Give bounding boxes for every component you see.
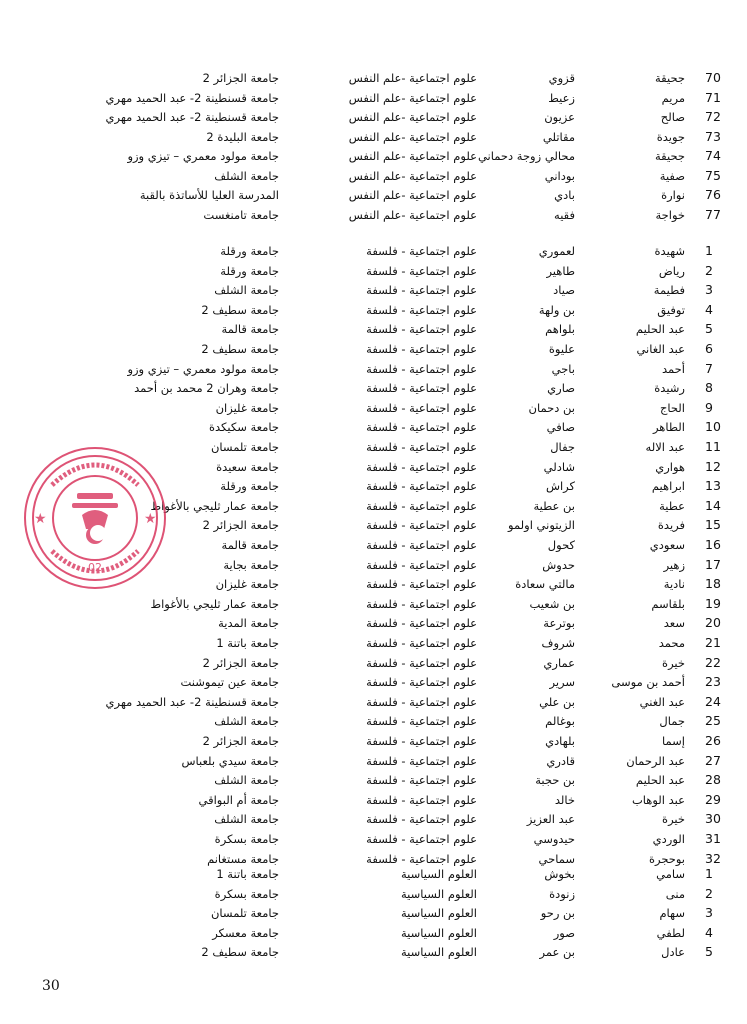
university-name: جامعة سطيف 2	[201, 302, 279, 317]
row-number: 32	[705, 850, 721, 866]
first-name: زهير	[663, 557, 685, 572]
university-name: جامعة تلمسان	[210, 906, 279, 920]
table-row	[0, 147, 747, 165]
field-name: علوم اجتماعية - فلسفة	[366, 792, 477, 807]
row-number: 3	[705, 905, 713, 920]
university-name: جامعة ورقلة	[220, 479, 279, 494]
row-number: 72	[705, 109, 721, 124]
table-row	[0, 379, 747, 397]
row-number: 25	[705, 713, 721, 729]
first-name: جويدة	[656, 129, 685, 144]
first-name: هواري	[655, 459, 685, 474]
first-name: نادية	[663, 577, 685, 592]
last-name: مالتي سعادة	[515, 577, 575, 592]
field-name: علوم اجتماعية - فلسفة	[366, 361, 477, 376]
row-number: 75	[705, 167, 721, 183]
university-name: جامعة الشلف	[214, 714, 279, 729]
field-name: علوم اجتماعية -علم النفس	[348, 149, 477, 163]
last-name: طاهير	[546, 263, 575, 278]
last-name: عبد العزيز	[526, 812, 575, 827]
first-name: عبد الاله	[645, 440, 685, 454]
row-number: 28	[705, 772, 721, 788]
row-number: 29	[705, 791, 721, 807]
row-number: 19	[705, 595, 721, 611]
university-name: جامعة أم البواقي	[198, 792, 279, 807]
last-name: زعيط	[548, 90, 575, 105]
field-name: علوم اجتماعية - فلسفة	[366, 322, 477, 337]
first-name: صفية	[659, 168, 685, 183]
row-number: 8	[705, 380, 713, 396]
first-name: بوحجرة	[648, 851, 685, 866]
table-row	[0, 186, 747, 204]
first-name: جمال	[659, 714, 685, 729]
row-number: 30	[705, 811, 721, 827]
last-name: باجي	[551, 361, 575, 376]
first-name: سهام	[659, 906, 685, 920]
last-name: بن عمر	[539, 945, 575, 959]
last-name: الزيتوني اولمو	[508, 518, 575, 533]
table-row	[0, 693, 747, 711]
table-row	[0, 418, 747, 436]
university-name: جامعة سكيكدة	[208, 420, 279, 435]
university-name: جامعة مولود معمري – تيزي وزو	[127, 361, 279, 376]
row-number: 17	[705, 556, 721, 572]
university-name: المدرسة العليا للأساتذة بالقبة	[139, 188, 279, 202]
table-row	[0, 830, 747, 848]
field-name: علوم اجتماعية - فلسفة	[366, 538, 477, 552]
field-name: العلوم السياسية	[401, 906, 477, 920]
field-name: علوم اجتماعية - فلسفة	[366, 440, 477, 454]
field-name: علوم اجتماعية - فلسفة	[366, 420, 477, 435]
first-name: خواجة	[655, 207, 685, 222]
university-name: جامعة قسنطينة 2- عبد الحميد مهري	[105, 694, 279, 709]
first-name: عطية	[659, 498, 685, 513]
field-name: علوم اجتماعية - فلسفة	[366, 244, 477, 258]
row-number: 21	[705, 635, 721, 650]
first-name: فطيمة	[653, 283, 685, 298]
last-name: حدوش	[542, 557, 575, 572]
last-name: شادلي	[543, 459, 575, 474]
last-name: بوترعة	[543, 616, 575, 631]
row-number: 5	[705, 321, 713, 337]
university-name: جامعة وهران 2 محمد بن أحمد	[134, 381, 279, 396]
last-name: بن شعيب	[529, 596, 575, 611]
university-name: جامعة سطيف 2	[201, 342, 279, 356]
university-name: جامعة بجاية	[223, 557, 279, 572]
last-name: قادري	[546, 753, 575, 768]
first-name: سعودي	[649, 538, 685, 552]
field-name: علوم اجتماعية - فلسفة	[366, 714, 477, 729]
field-name: علوم اجتماعية - فلسفة	[366, 616, 477, 631]
field-name: علوم اجتماعية - فلسفة	[366, 302, 477, 317]
table-row	[0, 924, 747, 942]
field-name: علوم اجتماعية -علم النفس	[348, 168, 477, 183]
first-name: جحيقة	[655, 71, 685, 85]
last-name: فقيه	[554, 207, 575, 222]
last-name: صاري	[547, 381, 575, 396]
table-row	[0, 634, 747, 652]
field-name: علوم اجتماعية - فلسفة	[366, 596, 477, 611]
first-name: عبد الغاني	[636, 342, 685, 356]
first-name: سامي	[656, 867, 685, 881]
row-number: 9	[705, 399, 713, 415]
last-name: بن عطية	[533, 498, 575, 513]
first-name: شهيدة	[654, 244, 685, 258]
field-name: العلوم السياسية	[401, 945, 477, 959]
university-name: جامعة باتنة 1	[216, 636, 279, 650]
table-row	[0, 654, 747, 672]
table-row	[0, 732, 747, 750]
last-name: بن ولهة	[538, 302, 575, 317]
university-name: جامعة عمار ثليجي بالأغواط	[150, 596, 279, 611]
university-name: جامعة بسكرة	[214, 886, 279, 901]
row-number: 7	[705, 360, 713, 376]
university-name: جامعة سيدي بلعباس	[181, 753, 279, 768]
first-name: توفيق	[657, 302, 685, 317]
first-name: الحاج	[659, 400, 685, 415]
first-name: فريدة	[657, 518, 685, 533]
university-name: جامعة الجزائر 2	[202, 518, 279, 533]
university-name: جامعة سعيدة	[216, 459, 279, 474]
row-number: 24	[705, 693, 721, 709]
field-name: العلوم السياسية	[401, 867, 477, 881]
university-name: جامعة غليزان	[215, 400, 279, 415]
row-number: 31	[705, 831, 721, 846]
first-name: رياض	[658, 263, 685, 278]
university-name: جامعة قسنطينة 2- عبد الحميد مهري	[105, 90, 279, 105]
last-name: بوداني	[544, 168, 575, 183]
university-name: جامعة قالمة	[221, 322, 279, 337]
last-name: بلواهم	[545, 322, 575, 337]
table-row	[0, 340, 747, 358]
table-row	[0, 943, 747, 961]
first-name: عبد الحليم	[635, 773, 685, 788]
row-number: 23	[705, 674, 721, 690]
first-name: مريم	[661, 90, 685, 105]
last-name: بادي	[554, 188, 575, 202]
university-name: جامعة مستغانم	[207, 851, 279, 866]
university-name: جامعة الجزائر 2	[202, 655, 279, 670]
university-name: جامعة عمار ثليجي بالأغواط	[150, 498, 279, 513]
field-name: علوم اجتماعية - فلسفة	[366, 832, 477, 846]
stamp-number: 02	[88, 561, 102, 574]
row-number: 4	[705, 301, 713, 317]
row-number: 2	[705, 262, 713, 278]
row-number: 22	[705, 654, 721, 670]
last-name: جفال	[550, 440, 575, 454]
row-number: 10	[705, 419, 721, 435]
page-number: 30	[42, 978, 60, 994]
row-number: 2	[705, 885, 713, 901]
table-row	[0, 108, 747, 126]
field-name: علوم اجتماعية - فلسفة	[366, 459, 477, 474]
row-number: 76	[705, 187, 721, 202]
first-name: جحيقة	[655, 149, 685, 163]
table-row	[0, 771, 747, 789]
university-name: جامعة البليدة 2	[206, 129, 279, 144]
first-name: عبد الحليم	[635, 322, 685, 337]
last-name: بوغالم	[545, 714, 575, 729]
row-number: 3	[705, 282, 713, 298]
first-name: سعد	[663, 616, 685, 631]
last-name: بن رحو	[540, 906, 575, 920]
table-row	[0, 752, 747, 770]
field-name: علوم اجتماعية - فلسفة	[366, 498, 477, 513]
university-name: جامعة الشلف	[214, 812, 279, 827]
row-number: 1	[705, 866, 713, 881]
svg-text:★: ★	[34, 511, 47, 527]
field-name: علوم اجتماعية -علم النفس	[348, 110, 477, 124]
table-row	[0, 206, 747, 224]
field-name: علوم اجتماعية -علم النفس	[348, 71, 477, 85]
row-number: 1	[705, 243, 713, 258]
last-name: سماحي	[538, 851, 575, 866]
field-name: علوم اجتماعية - فلسفة	[366, 694, 477, 709]
table-row	[0, 810, 747, 828]
first-name: رشيدة	[654, 381, 685, 396]
university-name: جامعة ورقلة	[220, 263, 279, 278]
last-name: خالد	[554, 792, 575, 807]
first-name: ابراهيم	[651, 479, 685, 494]
first-name: أحمد بن موسى	[611, 675, 685, 690]
last-name: محالي زوجة دحماني	[477, 149, 575, 163]
row-number: 13	[705, 478, 721, 494]
table-row	[0, 360, 747, 378]
first-name: لطفي	[656, 925, 685, 940]
field-name: علوم اجتماعية - فلسفة	[366, 753, 477, 768]
last-name: زنودة	[549, 886, 575, 901]
university-name: جامعة بسكرة	[214, 832, 279, 846]
row-number: 14	[705, 497, 721, 513]
table-row	[0, 399, 747, 417]
row-number: 27	[705, 752, 721, 768]
field-name: علوم اجتماعية -علم النفس	[348, 129, 477, 144]
field-name: علوم اجتماعية - فلسفة	[366, 675, 477, 690]
last-name: عماري	[543, 655, 575, 670]
last-name: بن علي	[539, 694, 575, 709]
university-name: جامعة معسكر	[212, 925, 279, 940]
row-number: 70	[705, 70, 721, 85]
university-name: جامعة تامنغست	[203, 207, 279, 222]
last-name: بن دحمان	[528, 400, 575, 415]
field-name: علوم اجتماعية - فلسفة	[366, 655, 477, 670]
field-name: علوم اجتماعية -علم النفس	[348, 90, 477, 105]
table-row	[0, 595, 747, 613]
university-name: جامعة سطيف 2	[201, 945, 279, 959]
university-name: جامعة عين تيموشنت	[180, 675, 279, 690]
table-row	[0, 167, 747, 185]
table-row	[0, 673, 747, 691]
row-number: 15	[705, 517, 721, 533]
first-name: نوارة	[661, 188, 685, 202]
field-name: علوم اجتماعية - فلسفة	[366, 851, 477, 866]
field-name: علوم اجتماعية - فلسفة	[366, 381, 477, 396]
table-row	[0, 904, 747, 922]
last-name: عزيون	[544, 110, 575, 124]
university-name: جامعة الشلف	[214, 168, 279, 183]
first-name: عبد الوهاب	[631, 792, 685, 807]
university-name: جامعة باتنة 1	[216, 867, 279, 881]
row-number: 20	[705, 615, 721, 631]
first-name: أحمد	[662, 361, 685, 376]
field-name: علوم اجتماعية - فلسفة	[366, 518, 477, 533]
field-name: علوم اجتماعية - فلسفة	[366, 400, 477, 415]
university-name: جامعة قسنطينة 2- عبد الحميد مهري	[105, 110, 279, 124]
field-name: علوم اجتماعية - فلسفة	[366, 342, 477, 356]
table-row	[0, 281, 747, 299]
university-name: جامعة تلمسان	[210, 440, 279, 454]
last-name: مقاتلي	[542, 129, 575, 144]
first-name: خيرة	[662, 655, 685, 670]
university-name: جامعة المدية	[218, 616, 279, 631]
first-name: الطاهر	[652, 420, 685, 435]
first-name: إسما	[662, 734, 685, 748]
university-name: جامعة الجزائر 2	[202, 71, 279, 85]
row-number: 73	[705, 128, 721, 144]
first-name: عبد الغني	[639, 694, 685, 709]
first-name: خيرة	[662, 812, 685, 827]
last-name: صور	[553, 925, 575, 940]
last-name: عليوة	[548, 342, 575, 356]
university-name: جامعة الشلف	[214, 773, 279, 788]
first-name: بلقاسم	[651, 596, 685, 611]
university-name: جامعة قالمة	[221, 538, 279, 552]
first-name: صالح	[660, 110, 685, 124]
last-name: شروف	[541, 636, 575, 650]
last-name: صافي	[546, 420, 575, 435]
first-name: عبد الرحمان	[626, 753, 685, 768]
first-name: الوردي	[652, 832, 685, 846]
table-row	[0, 614, 747, 632]
field-name: علوم اجتماعية - فلسفة	[366, 577, 477, 592]
field-name: علوم اجتماعية - فلسفة	[366, 479, 477, 494]
field-name: علوم اجتماعية -علم النفس	[348, 207, 477, 222]
row-number: 12	[705, 458, 721, 474]
row-number: 18	[705, 576, 721, 592]
field-name: علوم اجتماعية - فلسفة	[366, 812, 477, 827]
row-number: 4	[705, 924, 713, 940]
row-number: 6	[705, 341, 713, 356]
university-name: جامعة غليزان	[215, 577, 279, 592]
table-row	[0, 865, 747, 883]
last-name: كحول	[547, 538, 575, 552]
row-number: 16	[705, 537, 721, 552]
table-row	[0, 69, 747, 87]
table-row	[0, 301, 747, 319]
last-name: كراش	[545, 479, 575, 494]
last-name: قزوي	[548, 71, 575, 85]
table-row	[0, 320, 747, 338]
first-name: عادل	[661, 945, 685, 959]
field-name: علوم اجتماعية - فلسفة	[366, 263, 477, 278]
field-name: العلوم السياسية	[401, 886, 477, 901]
row-number: 71	[705, 89, 721, 105]
field-name: علوم اجتماعية -علم النفس	[348, 188, 477, 202]
university-name: جامعة ورقلة	[220, 244, 279, 258]
last-name: صياد	[553, 283, 575, 298]
university-name: جامعة الشلف	[214, 283, 279, 298]
table-row	[0, 791, 747, 809]
field-name: علوم اجتماعية - فلسفة	[366, 636, 477, 650]
row-number: 74	[705, 148, 721, 163]
row-number: 5	[705, 944, 713, 959]
last-name: حيدوسي	[533, 832, 575, 846]
official-seal-stamp	[22, 445, 168, 591]
table-row	[0, 128, 747, 146]
first-name: محمد	[658, 636, 685, 650]
table-row	[0, 712, 747, 730]
last-name: لعموري	[538, 244, 575, 258]
row-number: 11	[705, 439, 721, 454]
university-name: جامعة مولود معمري – تيزي وزو	[127, 149, 279, 163]
table-row	[0, 242, 747, 260]
university-name: جامعة الجزائر 2	[202, 734, 279, 748]
field-name: علوم اجتماعية - فلسفة	[366, 734, 477, 748]
last-name: بلهادي	[545, 734, 575, 748]
row-number: 77	[705, 206, 721, 222]
field-name: علوم اجتماعية - فلسفة	[366, 283, 477, 298]
table-row	[0, 885, 747, 903]
last-name: سرير	[549, 675, 575, 690]
svg-text:★: ★	[144, 511, 157, 527]
table-row	[0, 89, 747, 107]
field-name: العلوم السياسية	[401, 925, 477, 940]
row-number: 26	[705, 733, 721, 748]
last-name: بخوش	[544, 867, 575, 881]
last-name: بن حجبة	[535, 773, 575, 788]
first-name: منى	[665, 886, 685, 901]
field-name: علوم اجتماعية - فلسفة	[366, 773, 477, 788]
field-name: علوم اجتماعية - فلسفة	[366, 557, 477, 572]
table-row	[0, 262, 747, 280]
